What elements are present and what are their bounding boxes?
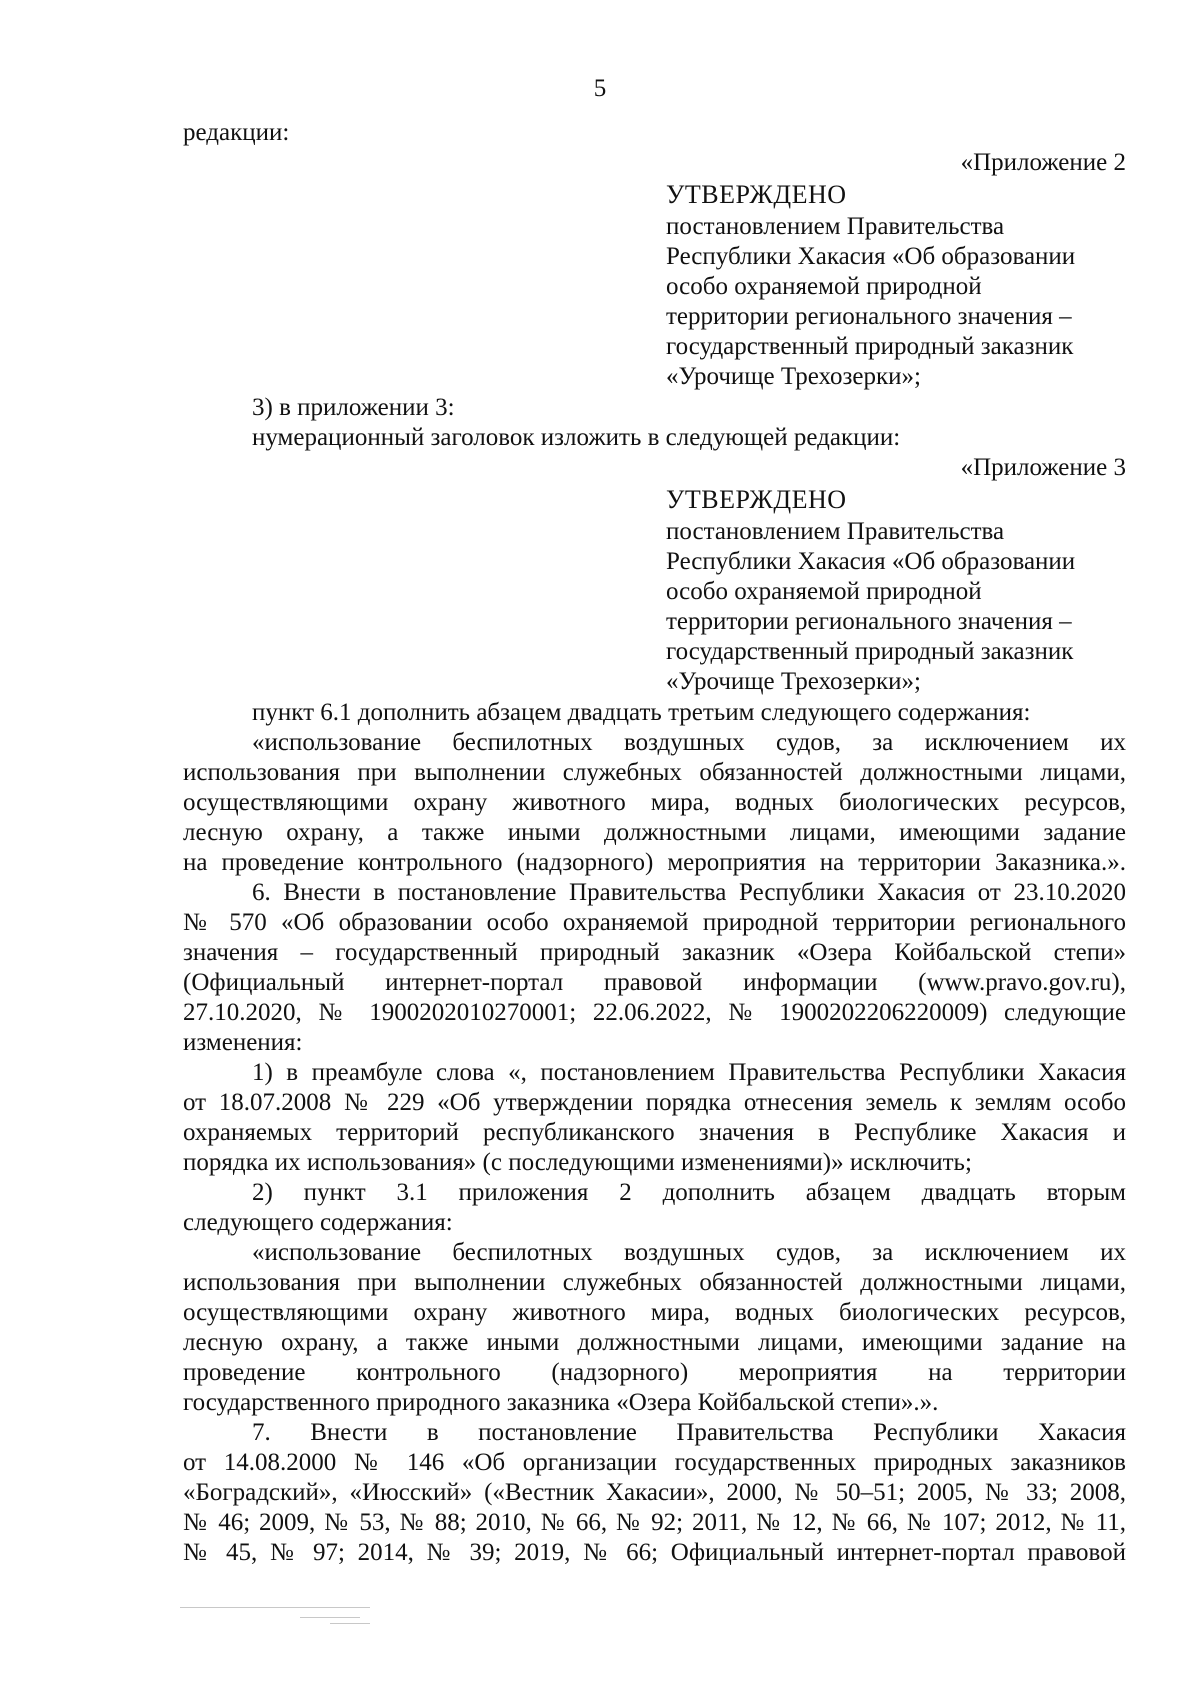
body-line: использования при выполнении служебных обязанностей должностными лицами, xyxy=(183,1269,1126,1296)
body-line: следующего содержания: xyxy=(183,1209,453,1236)
appendix-2-line: территории регионального значения – xyxy=(666,303,1072,330)
body-line: 1) в преамбуле слова «, постановлением Правительства Республики Хакасия xyxy=(252,1059,1126,1086)
body-line: «использование беспилотных воздушных судов, за исключением их xyxy=(252,1239,1126,1266)
scan-artifact xyxy=(180,1603,420,1629)
appendix-2-line: особо охраняемой природной xyxy=(666,273,982,300)
body-line: использования при выполнении служебных обязанностей должностными лицами, xyxy=(183,759,1126,786)
page-number: 5 xyxy=(593,75,607,102)
body-line: № 45, № 97; 2014, № 39; 2019, № 66; Официальный интернет-портал правовой xyxy=(183,1539,1126,1566)
approval-block-appendix-3 xyxy=(666,453,1126,697)
appendix-3-label: «Приложение 3 xyxy=(960,454,1126,481)
body-line: осуществляющими охрану животного мира, водных биологических ресурсов, xyxy=(183,1299,1126,1326)
appendix-3-approved-heading: УТВЕРЖДЕНО xyxy=(666,485,847,514)
body-line: на проведение контрольного (надзорного) мероприятия на территории Заказника.». xyxy=(183,849,1126,876)
body-line: «использование беспилотных воздушных судов, за исключением их xyxy=(252,729,1126,756)
item-3-line: 3) в приложении 3: xyxy=(252,394,455,421)
body-line: порядка их использования» (с последующими изменениями)» исключить; xyxy=(183,1149,972,1176)
appendix-3-line: территории регионального значения – xyxy=(666,608,1072,635)
body-line: значения – государственный природный заказник «Озера Койбальской степи» xyxy=(183,939,1126,966)
approval-block-appendix-2 xyxy=(666,148,1126,392)
appendix-3-line: постановлением Правительства xyxy=(666,518,1005,545)
appendix-2-approved-heading: УТВЕРЖДЕНО xyxy=(666,180,847,209)
body-line: лесную охрану, а также иными должностными лицами, имеющими задание xyxy=(183,819,1126,846)
body-line: «Боградский», «Июсский» («Вестник Хакасии», 2000, № 50–51; 2005, № 33; 2008, xyxy=(183,1479,1126,1506)
appendix-3-line: Республики Хакасия «Об образовании xyxy=(666,548,1076,575)
body-line: 27.10.2020, № 1900202010270001; 22.06.2022, № 1900202206220009) следующие xyxy=(183,999,1126,1026)
item-3-line: нумерационный заголовок изложить в следующей редакции: xyxy=(252,424,901,451)
body-line: от 14.08.2000 № 146 «Об организации государственных природных заказников xyxy=(183,1449,1126,1476)
body-line: 6. Внести в постановление Правительства Республики Хакасия от 23.10.2020 xyxy=(252,879,1126,906)
appendix-3-line: «Урочище Трехозерки»; xyxy=(666,668,921,695)
appendix-3-line: государственный природный заказник xyxy=(666,638,1074,665)
body-line: 2) пункт 3.1 приложения 2 дополнить абзацем двадцать вторым xyxy=(252,1179,1126,1206)
body-line: № 46; 2009, № 53, № 88; 2010, № 66, № 92; 2011, № 12, № 66, № 107; 2012, № 11, xyxy=(183,1509,1126,1536)
body-line: изменения: xyxy=(183,1029,303,1056)
body-line: 7. Внести в постановление Правительства Республики Хакасия xyxy=(252,1419,1126,1446)
appendix-2-line: «Урочище Трехозерки»; xyxy=(666,363,921,390)
body-line: от 18.07.2008 № 229 «Об утверждении порядка отнесения земель к землям особо xyxy=(183,1089,1126,1116)
body-line: (Официальный интернет-портал правовой информации (www.pravo.gov.ru), xyxy=(183,969,1126,996)
body-line: пункт 6.1 дополнить абзацем двадцать третьим следующего содержания: xyxy=(252,699,1031,726)
body-line: проведение контрольного (надзорного) мероприятия на территории xyxy=(183,1359,1126,1386)
appendix-2-label: «Приложение 2 xyxy=(960,149,1126,176)
text-line-top: редакции: xyxy=(183,119,290,146)
appendix-3-line: особо охраняемой природной xyxy=(666,578,982,605)
body-line: охраняемых территорий республиканского значения в Республике Хакасия и xyxy=(183,1119,1126,1146)
body-line: государственного природного заказника «Озера Койбальской степи».». xyxy=(183,1389,939,1416)
body-line: № 570 «Об образовании особо охраняемой природной территории регионального xyxy=(183,909,1126,936)
appendix-2-line: постановлением Правительства xyxy=(666,213,1005,240)
appendix-2-line: государственный природный заказник xyxy=(666,333,1074,360)
body-line: лесную охрану, а также иными должностными лицами, имеющими задание на xyxy=(183,1329,1126,1356)
body-line: осуществляющими охрану животного мира, водных биологических ресурсов, xyxy=(183,789,1126,816)
appendix-2-line: Республики Хакасия «Об образовании xyxy=(666,243,1076,270)
